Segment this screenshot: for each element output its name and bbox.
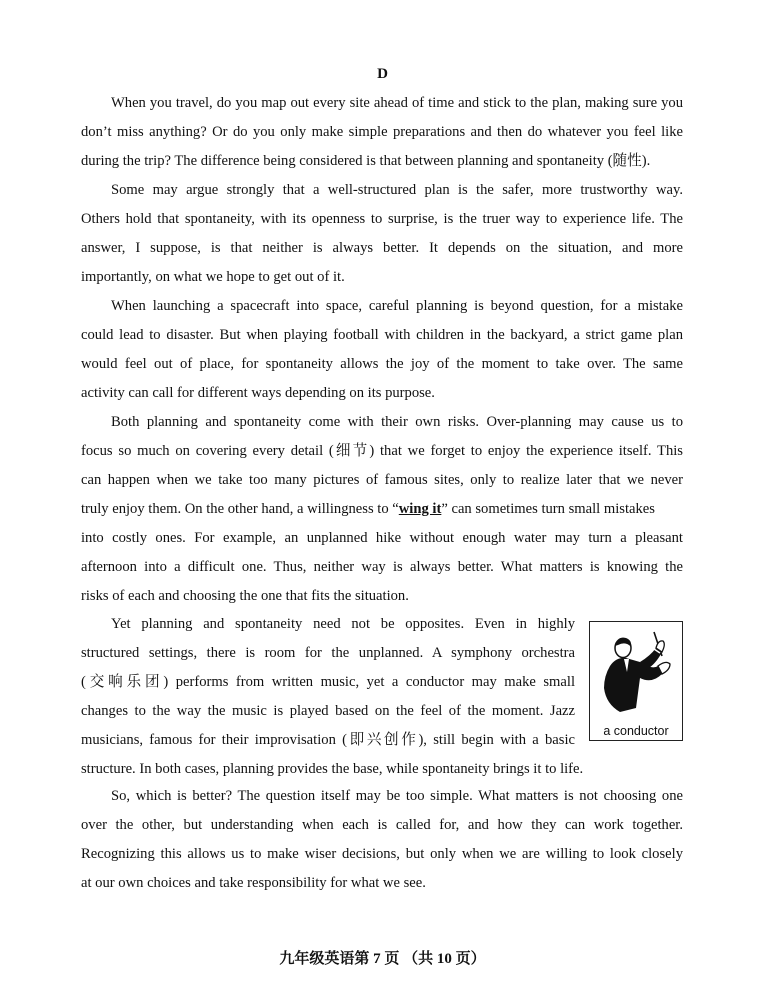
conductor-illustration-icon xyxy=(596,626,676,720)
text-line: risks of each and choosing the one that fits the situation. xyxy=(81,588,409,604)
page-footer: 九年级英语第 7 页 （共 10 页） xyxy=(279,951,486,967)
text-line: importantly, on what we hope to get out of it. xyxy=(81,269,345,285)
figure-caption: a conductor xyxy=(603,724,669,738)
text-line xyxy=(81,495,683,524)
paragraph-4 xyxy=(81,408,683,611)
text-line: Some may argue strongly that a well-structured plan is the safer, more trustworthy way. xyxy=(111,182,683,198)
text-line: can happen when we take too many pictures of famous sites, only to realize later that we never xyxy=(81,472,683,488)
text-line: musicians, famous for their improvisation (即兴创作), still begin with a basic xyxy=(81,732,575,748)
text-line: into costly ones. For example, an unplanned hike without enough water may turn a pleasant xyxy=(81,530,683,546)
text-line: So, which is better? The question itself may be too simple. What matters is not choosing one xyxy=(111,788,683,804)
conductor-figure xyxy=(589,621,683,741)
text-line: Recognizing this allows us to make wiser decisions, but only when we are willing to look closely xyxy=(81,846,683,862)
text-segment: truly enjoy them. On the other hand, a willingness to “ xyxy=(81,501,399,517)
text-line: Others hold that spontaneity, with its openness to surprise, is the truer way to experience life. The xyxy=(81,211,683,227)
text-line: Both planning and spontaneity come with their own risks. Over-planning may cause us to xyxy=(111,414,683,430)
paragraph-6 xyxy=(81,782,683,898)
text-line: answer, I suppose, is that neither is always better. It depends on the situation, and more xyxy=(81,240,683,256)
text-line: Yet planning and spontaneity need not be opposites. Even in highly xyxy=(111,616,575,632)
paragraph-3 xyxy=(81,292,683,408)
text-line: structured settings, there is room for the unplanned. A symphony orchestra xyxy=(81,645,575,661)
underlined-phrase: wing it xyxy=(398,501,442,517)
paragraph-1 xyxy=(81,89,683,176)
text-segment: ” can sometimes turn small mistakes xyxy=(441,501,655,517)
section-heading: D xyxy=(377,66,388,82)
text-line: at our own choices and take responsibility for what we see. xyxy=(81,875,426,891)
text-line: afternoon into a difficult one. Thus, neither way is always better. What matters is knowing the xyxy=(81,559,683,575)
text-line: changes to the way the music is played based on the feel of the moment. Jazz xyxy=(81,703,575,719)
text-line: When launching a spacecraft into space, careful planning is beyond question, for a mistake xyxy=(111,298,683,314)
text-line: focus so much on covering every detail (细节) that we forget to enjoy the experience itself. This xyxy=(81,443,683,459)
text-line: would feel out of place, for spontaneity allows the joy of the moment to take over. The same xyxy=(81,356,683,372)
text-line: structure. In both cases, planning provides the base, while spontaneity brings it to life. xyxy=(81,761,584,777)
text-line: could lead to disaster. But when playing football with children in the backyard, a strict game plan xyxy=(81,327,683,343)
text-line: (交响乐团) performs from written music, yet a conductor may make small xyxy=(81,674,575,690)
text-line: over the other, but understanding when each is called for, and how they can work together. xyxy=(81,817,683,833)
paragraph-2 xyxy=(81,176,683,292)
text-line: When you travel, do you map out every site ahead of time and stick to the plan, making sure you xyxy=(111,95,683,111)
text-line: during the trip? The difference being considered is that between planning and spontaneity (随性). xyxy=(81,153,651,169)
text-line: don’t miss anything? Or do you only make simple preparations and then do whatever you feel like xyxy=(81,124,683,140)
text-line: activity can call for different ways depending on its purpose. xyxy=(81,385,435,401)
